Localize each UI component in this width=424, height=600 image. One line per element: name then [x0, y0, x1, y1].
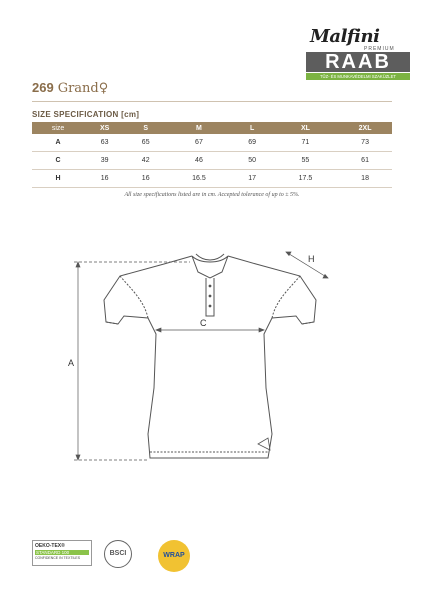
logo-script: Malfini — [310, 26, 380, 47]
product-name: Grand — [57, 81, 99, 96]
polo-shirt-drawing — [60, 238, 360, 490]
dim-label-c: C — [200, 318, 207, 328]
table-row — [32, 152, 392, 170]
table-row — [32, 170, 392, 188]
collar — [192, 256, 228, 278]
table-cell: 67 — [166, 134, 231, 152]
table-cell: 46 — [166, 152, 231, 170]
size-header-row — [32, 122, 392, 134]
brand-logo — [300, 24, 418, 86]
oeko-line2: STANDARD 100 — [35, 550, 89, 555]
oeko-tex-badge — [32, 540, 92, 572]
table-cell: 16 — [125, 170, 166, 188]
table-cell: 42 — [125, 152, 166, 170]
divider — [32, 101, 392, 102]
logo-tagline: TŰZ- ÉS MUNKAVÉDELMI SZAKÜZLET — [306, 73, 410, 80]
tolerance-note: All size specifications listed are in cm. Accepted tolerance of up to ± 5%. — [124, 192, 300, 198]
table-cell: 69 — [232, 134, 273, 152]
header-cell: XS — [84, 122, 125, 134]
table-cell: 63 — [84, 134, 125, 152]
table-cell: 16.5 — [166, 170, 231, 188]
header-cell: 2XL — [338, 122, 392, 134]
hem-tag-icon — [258, 438, 270, 450]
size-table — [32, 122, 392, 188]
table-cell: 71 — [273, 134, 338, 152]
header-cell: S — [125, 122, 166, 134]
oeko-line1: OEKO-TEX® — [35, 543, 65, 549]
table-row — [32, 134, 392, 152]
header-cell: L — [232, 122, 273, 134]
table-cell: 39 — [84, 152, 125, 170]
bsci-badge — [104, 540, 136, 572]
product-code: 269 — [32, 80, 54, 95]
table-cell: 50 — [232, 152, 273, 170]
bsci-label: BSCI — [104, 540, 132, 568]
table-cell: 17.5 — [273, 170, 338, 188]
spec-heading: SIZE SPECIFICATION [cm] — [32, 110, 140, 119]
table-cell: 16 — [84, 170, 125, 188]
dim-label-h: H — [308, 254, 315, 264]
wrap-badge — [158, 540, 194, 572]
wrap-label: WRAP — [158, 540, 190, 572]
row-label: A — [32, 134, 84, 152]
row-label: C — [32, 152, 84, 170]
header-cell: size — [32, 122, 84, 134]
table-cell: 17 — [232, 170, 273, 188]
table-cell: 55 — [273, 152, 338, 170]
oeko-line3: CONFIDENCE IN TEXTILES — [35, 556, 81, 560]
gender-symbol: ♀ — [98, 81, 109, 96]
table-cell: 61 — [338, 152, 392, 170]
logo-premium: PREMIUM — [364, 46, 395, 52]
header-cell: M — [166, 122, 231, 134]
table-cell: 18 — [338, 170, 392, 188]
logo-raab: RAAB — [306, 52, 410, 72]
row-label: H — [32, 170, 84, 188]
dim-label-a: A — [68, 358, 75, 368]
product-title — [32, 80, 108, 96]
header-cell: XL — [273, 122, 338, 134]
table-cell: 73 — [338, 134, 392, 152]
table-cell: 65 — [125, 134, 166, 152]
